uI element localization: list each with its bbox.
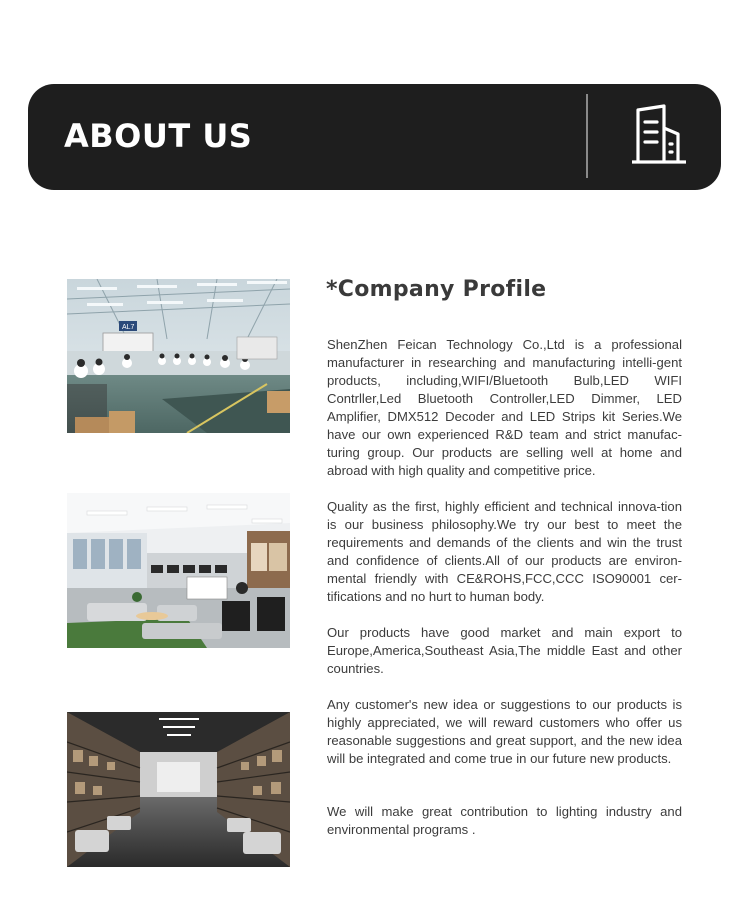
factory-sign-text: AL7: [122, 324, 135, 331]
factory-photo: [67, 279, 290, 433]
banner-divider: [586, 94, 588, 178]
page-title: ABOUT US: [64, 117, 253, 155]
company-profile-heading: *Company Profile: [326, 277, 547, 302]
office-photo: [67, 493, 290, 648]
building-icon: [628, 104, 690, 166]
warehouse-photo: [67, 712, 290, 867]
profile-paragraph-suggestions: Any customer's new idea or suggestions to our products is highly appreciated, we will reward customers who offer us reasonable suggestions and great support, and the new idea will be integrated and come true in our future new products.: [327, 697, 682, 766]
about-us-banner: [28, 84, 721, 190]
profile-paragraph-market: Our products have good market and main export to Europe,America,Southeast Asia,The middle East and other countries.: [327, 625, 682, 676]
profile-paragraph-contribution: We will make great contribution to lighting industry and environmental programs .: [327, 804, 682, 837]
profile-paragraph-intro: ShenZhen Feican Technology Co.,Ltd is a professional manufacturer in researching and manufacturing intelli-gent products, including,WIFI/Bluetooth Bulb,LED WIFI Contrller,Led Bluetooth Controller,LED Dimmer, LED Amplifier, DMX512 Decoder and LED Strips kit Series.We have our own experienced R&D team and strict manufac-turing group. Our products are selling well at home and abroad with high quality and competitive price.: [327, 337, 682, 478]
profile-paragraph-quality: Quality as the first, highly efficient and technical innova-tion is our business philosophy.We try our best to meet the requirements and demands of the clients and win the trust and confidence of clients.All of our products are environ-mental friendly with CE&ROHS,FCC,CCC ISO90001 cer-tifications and no hurt to human body.: [327, 499, 682, 604]
